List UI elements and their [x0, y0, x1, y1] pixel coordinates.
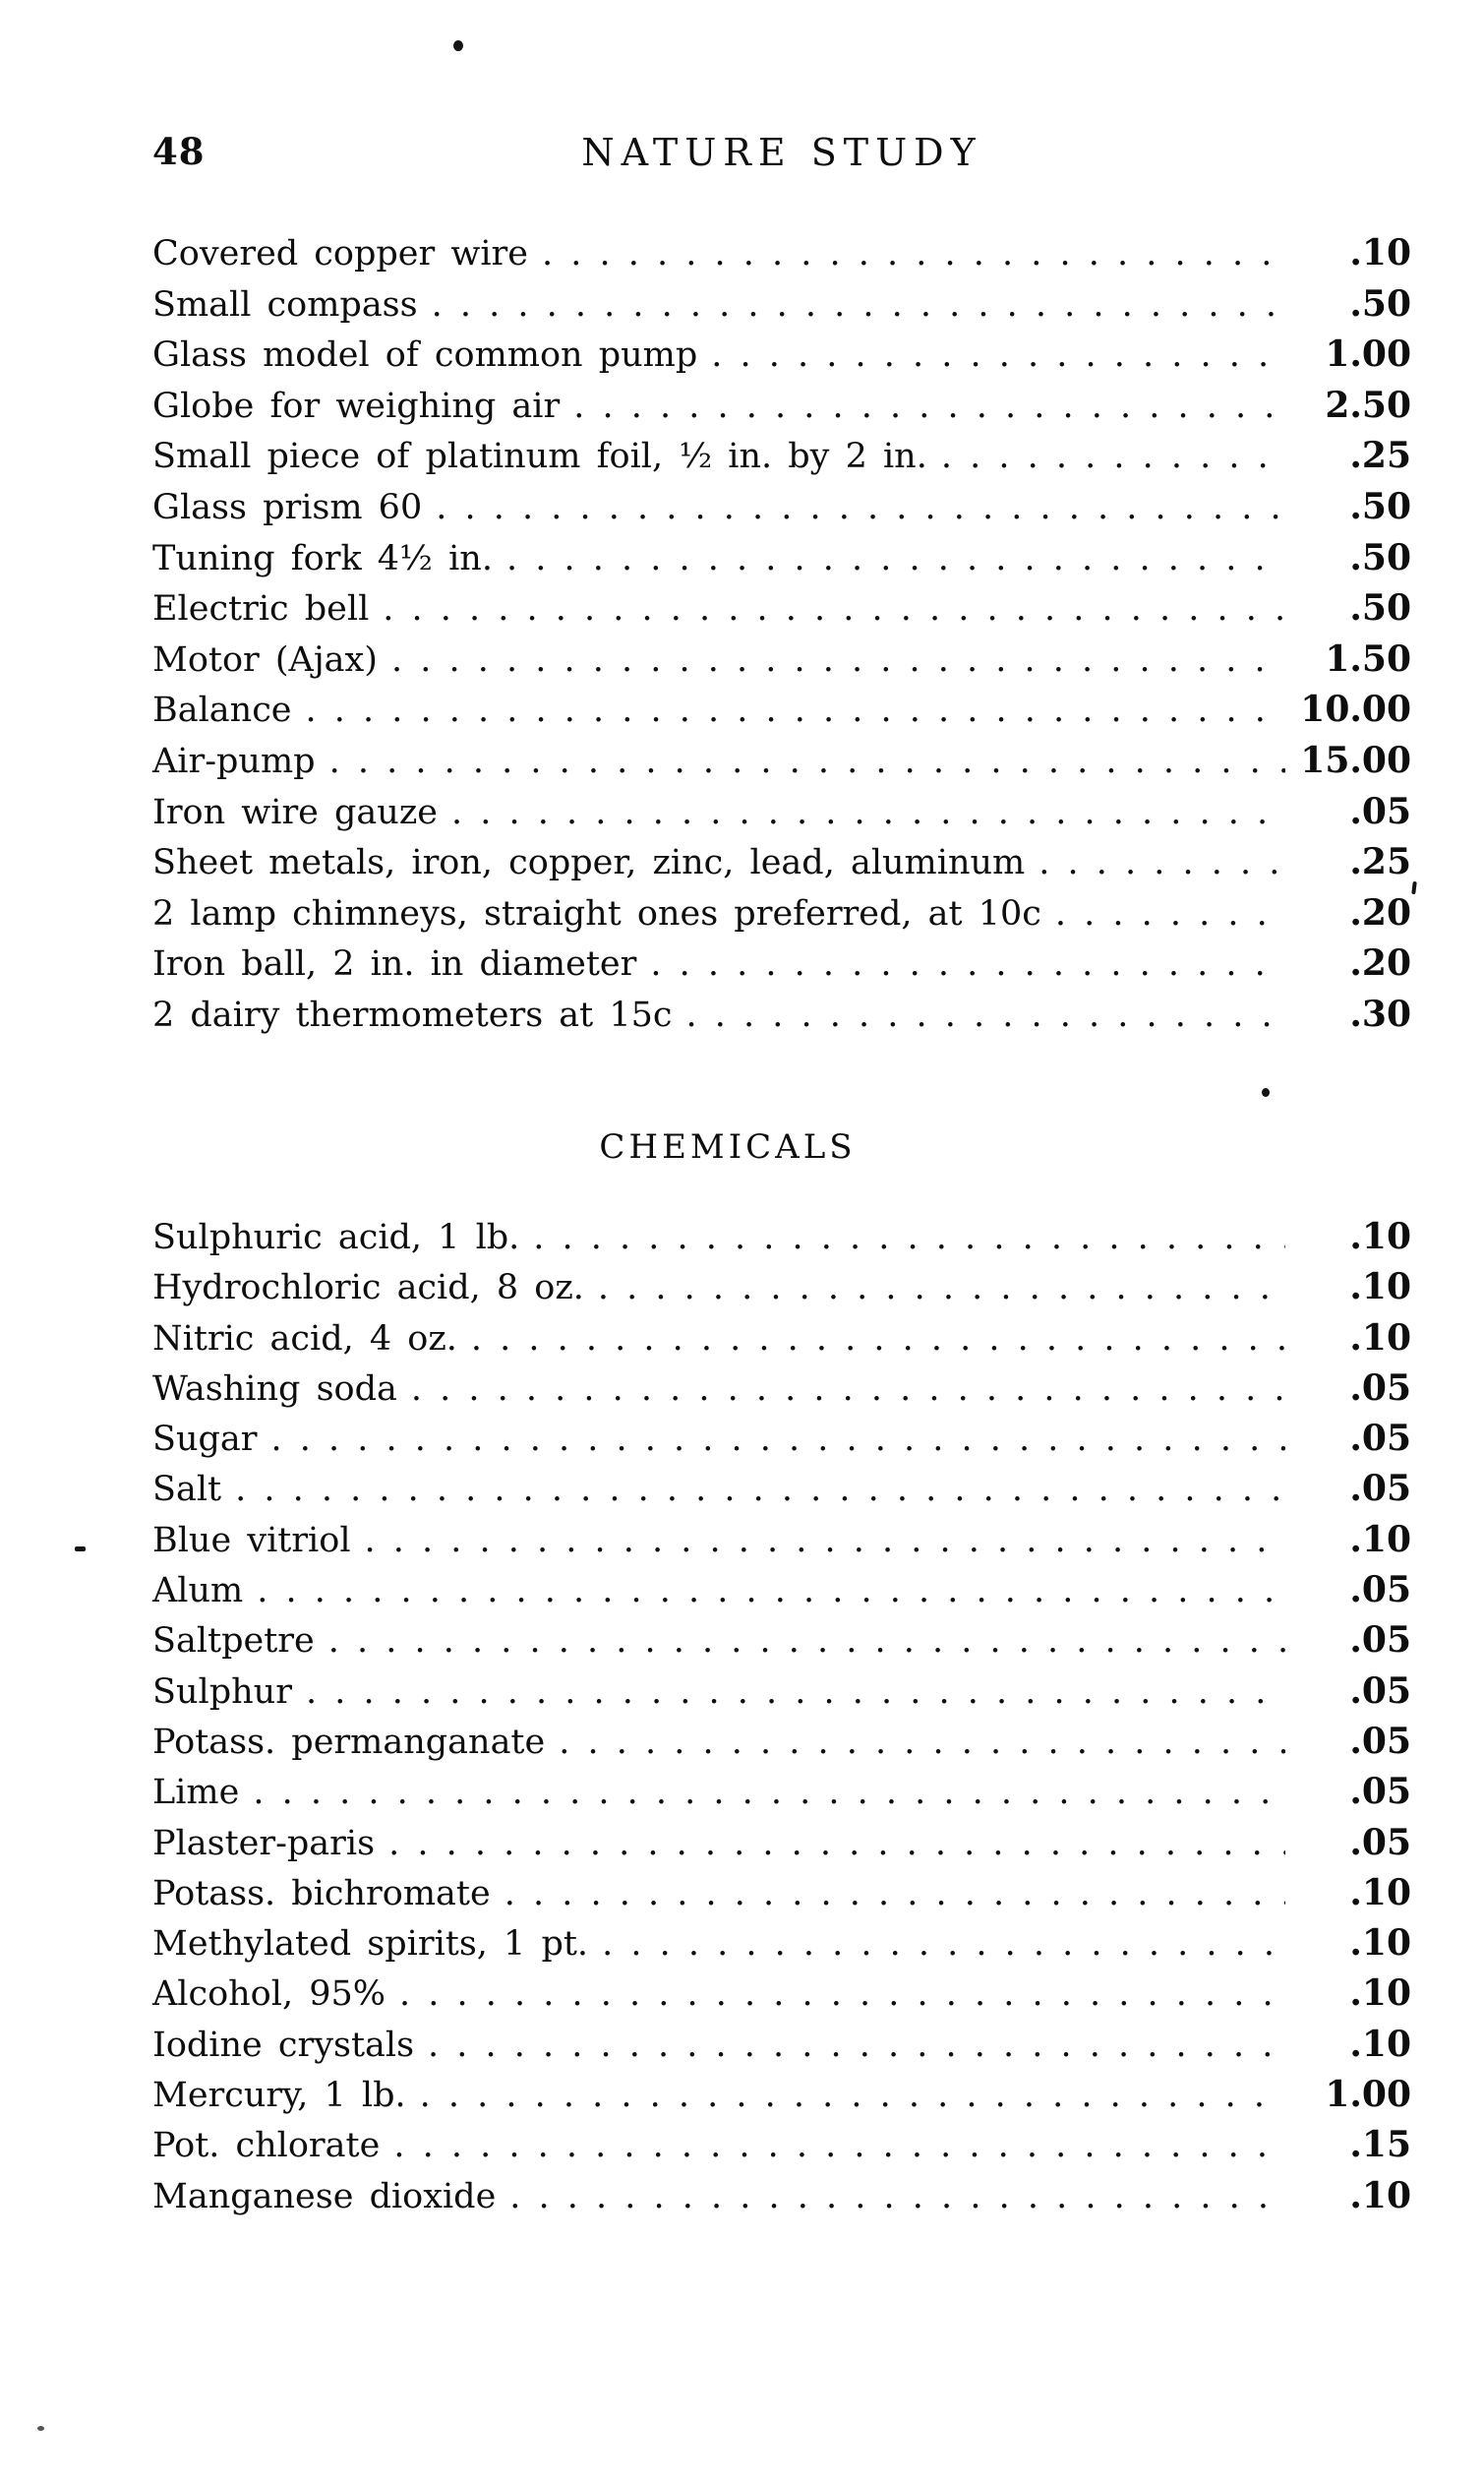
ink-speck — [453, 40, 463, 51]
dot-leader — [598, 1268, 1285, 1307]
item-price: .10 — [1349, 2174, 1411, 2216]
item-name: Iron wire gauze — [152, 792, 438, 832]
table-row — [152, 385, 1411, 436]
dot-leader — [253, 1773, 1285, 1812]
dot-leader — [383, 589, 1285, 629]
table-row — [152, 2175, 1411, 2225]
table-row — [152, 232, 1411, 283]
item-price: .05 — [1349, 1366, 1411, 1409]
item-price: .50 — [1349, 282, 1411, 325]
dot-leader — [257, 1571, 1285, 1610]
dot-leader — [306, 1672, 1285, 1712]
dot-leader — [393, 2126, 1285, 2165]
item-price: .05 — [1349, 1771, 1411, 1813]
dot-leader — [306, 691, 1285, 730]
item-price: 1.50 — [1325, 637, 1411, 680]
item-name: Blue vitriol — [152, 1520, 351, 1560]
page-header — [152, 130, 1411, 181]
item-price: 15.00 — [1300, 739, 1411, 781]
item-price: .10 — [1349, 1216, 1411, 1257]
dot-leader — [436, 488, 1285, 527]
dot-leader — [573, 387, 1285, 426]
item-price: .10 — [1349, 232, 1411, 273]
item-name: Lime — [152, 1773, 240, 1813]
dot-leader — [391, 640, 1285, 680]
item-price: .05 — [1349, 1468, 1411, 1510]
table-row — [152, 1771, 1411, 1821]
table-row — [152, 942, 1411, 994]
dot-leader — [399, 1974, 1285, 2014]
dot-leader — [388, 1824, 1285, 1863]
table-row — [152, 1822, 1411, 1872]
item-price: 10.00 — [1300, 689, 1411, 731]
table-row — [152, 1619, 1411, 1669]
dot-leader — [1039, 843, 1285, 882]
ink-speck — [1411, 881, 1417, 894]
table-row — [152, 2024, 1411, 2074]
item-name: Glass model of common pump — [152, 335, 698, 376]
dot-leader — [941, 437, 1285, 476]
dot-leader — [509, 2177, 1285, 2216]
table-row — [152, 1468, 1411, 1518]
ink-speck — [1262, 1088, 1270, 1097]
dot-leader — [471, 1319, 1285, 1359]
item-price: .10 — [1349, 1518, 1411, 1560]
item-name: Sheet metals, iron, copper, zinc, lead, aluminum — [152, 843, 1026, 883]
table-row — [152, 638, 1411, 690]
dot-leader — [329, 742, 1285, 781]
page-number: 48 — [152, 130, 206, 173]
section-heading-text: CHEMICALS — [599, 1127, 857, 1167]
item-price: .20 — [1349, 891, 1411, 934]
item-name: Saltpetre — [152, 1621, 315, 1662]
item-name: Motor (Ajax) — [152, 639, 378, 680]
dot-leader — [650, 944, 1285, 984]
table-row — [152, 1216, 1411, 1266]
table-row — [152, 1367, 1411, 1418]
table-row — [152, 2124, 1411, 2174]
dot-leader — [428, 2026, 1285, 2065]
page-title: NATURE STUDY — [581, 131, 982, 174]
item-name: Small compass — [152, 284, 418, 325]
item-name: Potass. permanganate — [152, 1722, 546, 1762]
table-row — [152, 333, 1411, 385]
item-name: Washing soda — [152, 1368, 397, 1409]
table-row — [152, 994, 1411, 1045]
ink-speck — [75, 1546, 86, 1551]
table-row — [152, 537, 1411, 588]
dot-leader — [235, 1470, 1285, 1509]
dot-leader — [271, 1420, 1285, 1459]
item-price: .20 — [1349, 942, 1411, 985]
item-price: 2.50 — [1325, 384, 1411, 426]
table-row — [152, 892, 1411, 943]
table-row — [152, 1721, 1411, 1771]
dot-leader — [365, 1521, 1285, 1560]
table-row — [152, 1972, 1411, 2023]
item-name: Mercury, 1 lb. — [152, 2076, 406, 2116]
dot-leader — [411, 1369, 1285, 1409]
item-name: Methylated spirits, 1 pt. — [152, 1924, 589, 1965]
item-price: .05 — [1349, 1821, 1411, 1863]
item-name: Glass prism 60 — [152, 487, 423, 527]
item-name: Hydrochloric acid, 8 oz. — [152, 1268, 584, 1308]
item-price: .05 — [1349, 1720, 1411, 1762]
item-price: 1.00 — [1325, 2074, 1411, 2116]
table-row — [152, 1418, 1411, 1468]
item-name: Small piece of platinum foil, ½ in. by 2 in. — [152, 437, 927, 477]
table-row — [152, 689, 1411, 740]
item-name: Alcohol, 95% — [152, 1974, 386, 2015]
item-name: Air-pump — [152, 741, 316, 781]
chemicals-section-heading — [152, 1127, 1411, 1167]
table-row — [152, 1317, 1411, 1367]
dot-leader — [533, 1218, 1285, 1257]
item-name: Salt — [152, 1470, 222, 1510]
item-price: .50 — [1349, 485, 1411, 527]
table-row — [152, 1872, 1411, 1922]
item-name: Electric bell — [152, 589, 370, 630]
table-row — [152, 486, 1411, 537]
table-row — [152, 740, 1411, 791]
item-name: Globe for weighing air — [152, 386, 561, 426]
table-row — [152, 1670, 1411, 1721]
item-price: .10 — [1349, 1266, 1411, 1308]
item-price: .15 — [1349, 2124, 1411, 2166]
dot-leader — [451, 793, 1285, 832]
item-price: .50 — [1349, 536, 1411, 578]
item-name: Sugar — [152, 1420, 258, 1460]
dot-leader — [506, 539, 1285, 578]
item-name: Iodine crystals — [152, 2025, 415, 2065]
item-name: Iron ball, 2 in. in diameter — [152, 944, 637, 985]
item-name: Nitric acid, 4 oz. — [152, 1318, 457, 1359]
dot-leader — [432, 285, 1285, 325]
item-price: .30 — [1349, 993, 1411, 1035]
item-price: .05 — [1349, 1569, 1411, 1611]
table-row — [152, 435, 1411, 486]
dot-leader — [328, 1621, 1285, 1661]
item-name: Manganese dioxide — [152, 2176, 497, 2216]
item-name: 2 dairy thermometers at 15c — [152, 995, 673, 1035]
item-price: .05 — [1349, 1619, 1411, 1662]
table-row — [152, 283, 1411, 334]
item-name: Potass. bichromate — [152, 1873, 491, 1913]
item-name: Pot. chlorate — [152, 2126, 381, 2166]
dot-leader — [686, 996, 1286, 1035]
table-row — [152, 1569, 1411, 1619]
item-price: .25 — [1349, 435, 1411, 477]
table-row — [152, 791, 1411, 842]
dot-leader — [505, 1874, 1285, 1913]
dot-leader — [542, 234, 1285, 273]
item-name: Alum — [152, 1571, 244, 1611]
item-name: Covered copper wire — [152, 234, 528, 273]
item-price: .05 — [1349, 790, 1411, 832]
item-name: Balance — [152, 691, 292, 731]
dot-leader — [1055, 894, 1285, 934]
table-row — [152, 841, 1411, 892]
item-price: .10 — [1349, 2023, 1411, 2065]
item-price: .05 — [1349, 1669, 1411, 1712]
dot-leader — [711, 335, 1285, 375]
item-name: Tuning fork 4½ in. — [152, 538, 493, 578]
item-name: Sulphur — [152, 1671, 292, 1712]
item-name: Plaster-paris — [152, 1823, 376, 1863]
item-name: Sulphuric acid, 1 lb. — [152, 1218, 520, 1257]
item-price: .10 — [1349, 1922, 1411, 1965]
ink-speck — [37, 2426, 44, 2431]
item-price: .25 — [1349, 841, 1411, 883]
table-row — [152, 1922, 1411, 1972]
chemicals-price-table — [152, 1216, 1411, 2225]
dot-leader — [420, 2076, 1285, 2115]
table-row — [152, 2074, 1411, 2124]
item-price: .50 — [1349, 587, 1411, 630]
dot-leader — [602, 1924, 1285, 1964]
item-name: 2 lamp chimneys, straight ones preferred, at 10c — [152, 893, 1041, 934]
item-price: .10 — [1349, 1972, 1411, 2015]
dot-leader — [559, 1723, 1285, 1762]
item-price: 1.00 — [1325, 333, 1411, 376]
item-price: .05 — [1349, 1418, 1411, 1460]
table-row — [152, 587, 1411, 638]
table-row — [152, 1266, 1411, 1316]
equipment-price-table — [152, 232, 1411, 1045]
table-row — [152, 1519, 1411, 1569]
item-price: .10 — [1349, 1871, 1411, 1913]
item-price: .10 — [1349, 1316, 1411, 1359]
